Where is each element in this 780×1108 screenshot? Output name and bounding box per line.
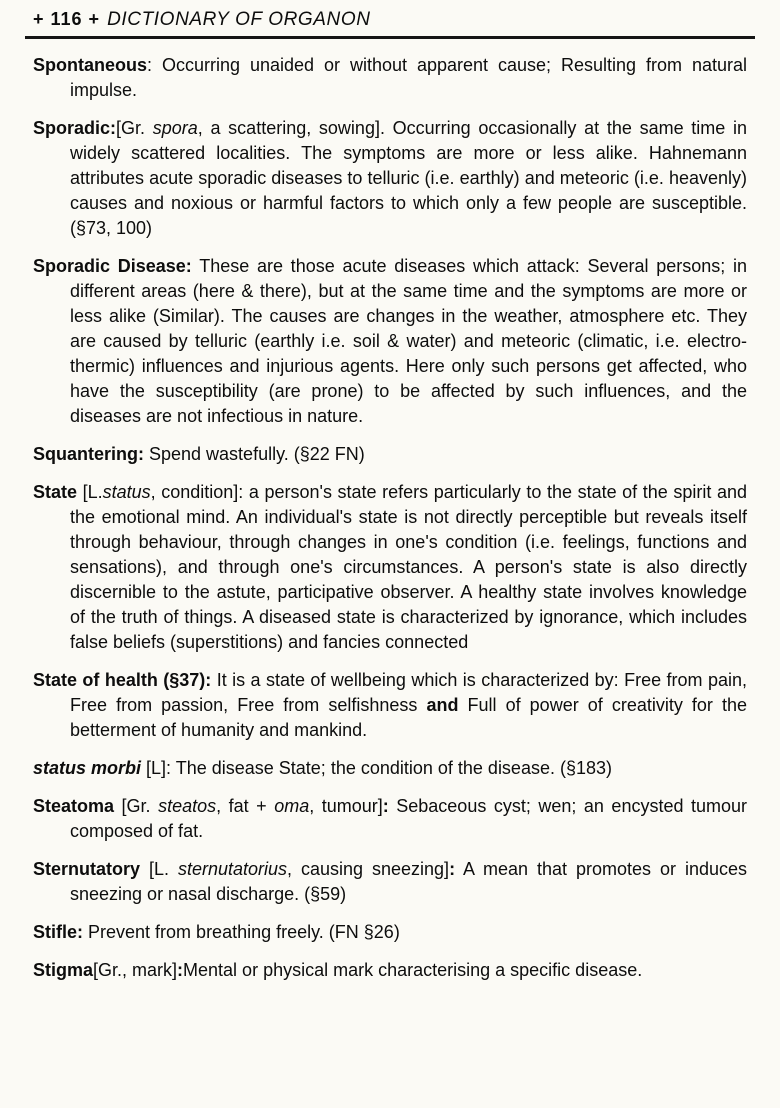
entry-text-segment: status morbi xyxy=(33,758,142,778)
entry-text-segment: [Gr. xyxy=(116,118,153,138)
entry-text-segment: Squantering: xyxy=(33,444,144,464)
entry-text-segment: spora xyxy=(152,118,198,138)
entry-text-segment: , condition]: a person's state refers particularly to the state of the spirit and the emotional mind. An individual's state is not directly perceptible but reveals itself through behaviour, through changes in one's condition (i.e. feelings, functions and sensations), and through one's circumstances. A person's state is also directly discernible to the astute, participative observer. A healthy state involves knowledge of the truth of things. A diseased state is characterized by ignorance, which includes false beliefs (superstitions) and fancies connected xyxy=(70,482,748,652)
dictionary-entry xyxy=(33,920,747,945)
entry-text-segment: Steatoma xyxy=(33,796,115,816)
dictionary-entry xyxy=(33,756,747,781)
entry-text-segment: Sporadic: xyxy=(33,118,117,138)
entry-text-segment: Spend wastefully. (§22 FN) xyxy=(144,444,365,464)
entry-text-segment: [L]: The disease State; the condition of the disease. (§183) xyxy=(141,758,613,778)
dictionary-entry xyxy=(33,857,747,907)
entry-text-segment: oma xyxy=(274,796,310,816)
dictionary-entry xyxy=(33,116,747,241)
entry-text-segment: State of health (§37): xyxy=(33,670,212,690)
entry-text-segment: sternutatorius xyxy=(177,859,288,879)
entry-text-segment: : xyxy=(449,859,456,879)
entry-text-segment: , causing sneezing] xyxy=(287,859,450,879)
entry-text-segment: : Occurring unaided or without apparent cause; Resulting from natural impulse. xyxy=(70,55,747,100)
dictionary-entry xyxy=(33,442,747,467)
entry-text-segment: State xyxy=(33,482,78,502)
entry-text-segment: Mental or physical mark characterising a specific disease. xyxy=(183,960,643,980)
dictionary-entry xyxy=(33,53,747,103)
entry-text-segment: A mean that promotes or induces sneezing or nasal discharge. (§59) xyxy=(70,859,748,904)
entry-text-segment: Stigma xyxy=(33,960,94,980)
entry-text-segment: Sternutatory xyxy=(33,859,141,879)
entry-text-segment: These are those acute diseases which attack: Several persons; in different areas (here & there), but at the same time and the symptoms are more or less alike (Similar). The causes are changes in the weather, atmosphere etc. They are caused by telluric (earthly i.e. soil & water) and meteoric (climatic, i.e. electro-thermic) influences and injurious agents. Here only such persons get affected, who have the susceptibility (are prone) to be affected by such influences, and the diseases are not infectious in nature. xyxy=(70,256,747,426)
entry-text-segment: Sebaceous cyst; wen; an encysted tumour composed of fat. xyxy=(70,796,748,841)
entry-text-segment: Prevent from breathing freely. (FN §26) xyxy=(83,922,400,942)
entry-text-segment: , fat + xyxy=(216,796,275,816)
entry-text-segment: steatos xyxy=(158,796,217,816)
page-number: + 116 + xyxy=(33,9,101,29)
entry-text-segment: : xyxy=(382,796,389,816)
header-rule xyxy=(25,36,755,39)
entry-text-segment: [L. xyxy=(77,482,103,502)
entry-text-segment: and xyxy=(426,695,459,715)
entry-text-segment: [Gr., mark] xyxy=(93,960,178,980)
entry-text-segment: Spontaneous xyxy=(33,55,148,75)
entry-text-segment: status xyxy=(102,482,151,502)
dictionary-entry xyxy=(33,794,747,844)
dictionary-entry xyxy=(33,958,747,983)
dictionary-entry xyxy=(33,668,747,743)
dictionary-entries xyxy=(33,53,747,983)
entry-text-segment: , a scattering, sowing]. Occurring occasionally at the same time in widely scattered localities. The symptoms are more or less alike. Hahnemann attributes acute sporadic diseases to telluric (i.e. earthly) and meteoric (i.e. heavenly) causes and noxious or harmful factors to which only a few people are susceptible. (§73, 100) xyxy=(70,118,747,238)
entry-text-segment: , tumour] xyxy=(309,796,383,816)
page-header xyxy=(33,6,747,36)
entry-text-segment: Stifle: xyxy=(33,922,84,942)
entry-text-segment: It is a state of wellbeing which is characterized by: Free from pain, Free from passion, Free from selfishness xyxy=(70,670,747,715)
entry-text-segment: [L. xyxy=(140,859,178,879)
page-title: DICTIONARY OF ORGANON xyxy=(107,9,371,30)
entry-text-segment: : xyxy=(177,960,184,980)
dictionary-entry xyxy=(33,480,747,655)
entry-text-segment: [Gr. xyxy=(114,796,159,816)
dictionary-entry xyxy=(33,254,747,429)
entry-text-segment: Full of power of creativity for the betterment of humanity and mankind. xyxy=(70,695,747,740)
entry-text-segment: Sporadic Disease: xyxy=(33,256,192,276)
